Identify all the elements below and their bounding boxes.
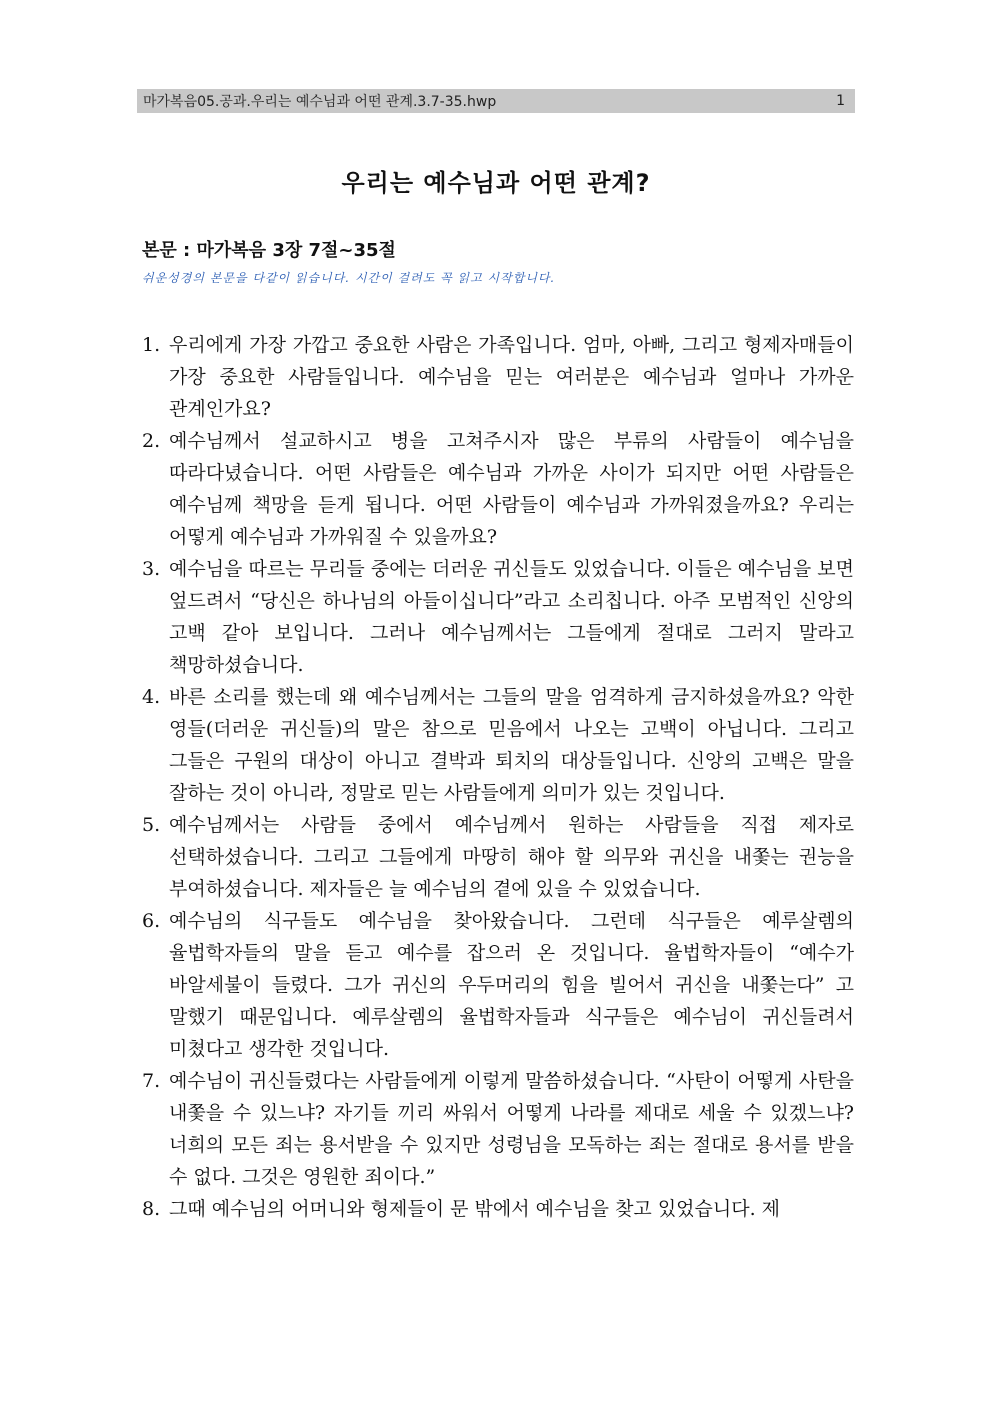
item-text: 바른 소리를 했는데 왜 예수님께서는 그들의 말을 엄격하게 금지하셨을까요? 악한 영들(더러운 귀신들)의 말은 참으로 믿음에서 나오는 고백이 아닙니다. 그리고 그들은 구원의 대상이 아니고 결박과 퇴치의 대상들입니다. 신앙의 고백은 말을 잘하는 것이 아니라, 정말로 믿는 사람들에게 의미가 있는 것입니다. xyxy=(169,686,854,804)
list-item xyxy=(142,329,854,425)
scripture-passage: 본문 : 마가복음 3장 7절~35절 xyxy=(142,240,396,261)
item-text: 예수님께서 설교하시고 병을 고쳐주시자 많은 부류의 사람들이 예수님을 따라다녔습니다. 어떤 사람들은 예수님과 가까운 사이가 되지만 어떤 사람들은 예수님께 책망을 듣게 됩니다. 어떤 사람들이 예수님과 가까워졌을까요? 우리는 어떻게 예수님과 가까워질 수 있을까요? xyxy=(169,430,854,548)
document-title: 우리는 예수님과 어떤 관계? xyxy=(341,169,651,197)
list-item xyxy=(142,681,854,809)
list-item xyxy=(142,1065,854,1193)
list-item xyxy=(142,425,854,553)
item-text: 예수님을 따르는 무리들 중에는 더러운 귀신들도 있었습니다. 이들은 예수님을 보면 엎드려서 “당신은 하나님의 아들이십니다”라고 소리칩니다. 아주 모범적인 신앙의 고백 같아 보입니다. 그러나 예수님께서는 그들에게 절대로 그러지 말라고 책망하셨습니다. xyxy=(169,558,854,676)
item-text: 예수님이 귀신들렸다는 사람들에게 이렇게 말씀하셨습니다. “사탄이 어떻게 사탄을 내쫓을 수 있느냐? 자기들 끼리 싸워서 어떻게 나라를 제대로 세울 수 있겠느냐? 너희의 모든 죄는 용서받을 수 있지만 성령님을 모독하는 죄는 절대로 용서를 받을 수 없다. 그것은 영원한 죄이다.” xyxy=(169,1070,854,1188)
header-filename: 마가복음05.공과.우리는 예수님과 어떤 관계.3.7-35.hwp xyxy=(143,94,497,110)
item-number: 7. xyxy=(142,1070,161,1092)
item-text: 그때 예수님의 어머니와 형제들이 문 밖에서 예수님을 찾고 있었습니다. 제 xyxy=(169,1198,781,1220)
list-item xyxy=(142,905,854,1065)
list-item xyxy=(142,1193,854,1225)
item-text: 예수님께서는 사람들 중에서 예수님께서 원하는 사람들을 직접 제자로 선택하셨습니다. 그리고 그들에게 마땅히 해야 할 의무와 귀신을 내쫓는 권능을 부여하셨습니다. 제자들은 늘 예수님의 곁에 있을 수 있었습니다. xyxy=(169,814,854,900)
item-number: 2. xyxy=(142,430,161,452)
item-number: 8. xyxy=(142,1198,161,1220)
list-item xyxy=(142,809,854,905)
list-item xyxy=(142,553,854,681)
item-number: 4. xyxy=(142,686,161,708)
item-number: 1. xyxy=(142,334,161,356)
item-text: 우리에게 가장 가깝고 중요한 사람은 가족입니다. 엄마, 아빠, 그리고 형제자매들이 가장 중요한 사람들입니다. 예수님을 믿는 여러분은 예수님과 얼마나 가까운 관계인가요? xyxy=(169,334,854,420)
page-header xyxy=(137,89,855,113)
item-number: 6. xyxy=(142,910,161,932)
item-number: 5. xyxy=(142,814,161,836)
question-list xyxy=(142,329,854,1225)
header-page-number: 1 xyxy=(836,93,845,109)
reading-note: 쉬운성경의 본문을 다같이 읽습니다. 시간이 걸려도 꼭 읽고 시작합니다. xyxy=(142,271,556,285)
item-number: 3. xyxy=(142,558,161,580)
item-text: 예수님의 식구들도 예수님을 찾아왔습니다. 그런데 식구들은 예루살렘의 율법학자들의 말을 듣고 예수를 잡으러 온 것입니다. 율법학자들이 “예수가 바알세불이 들렸다. 그가 귀신의 우두머리의 힘을 빌어서 귀신을 내쫓는다” 고 말했기 때문입니다. 예루살렘의 율법학자들과 식구들은 예수님이 귀신들려서 미쳤다고 생각한 것입니다. xyxy=(169,910,854,1060)
